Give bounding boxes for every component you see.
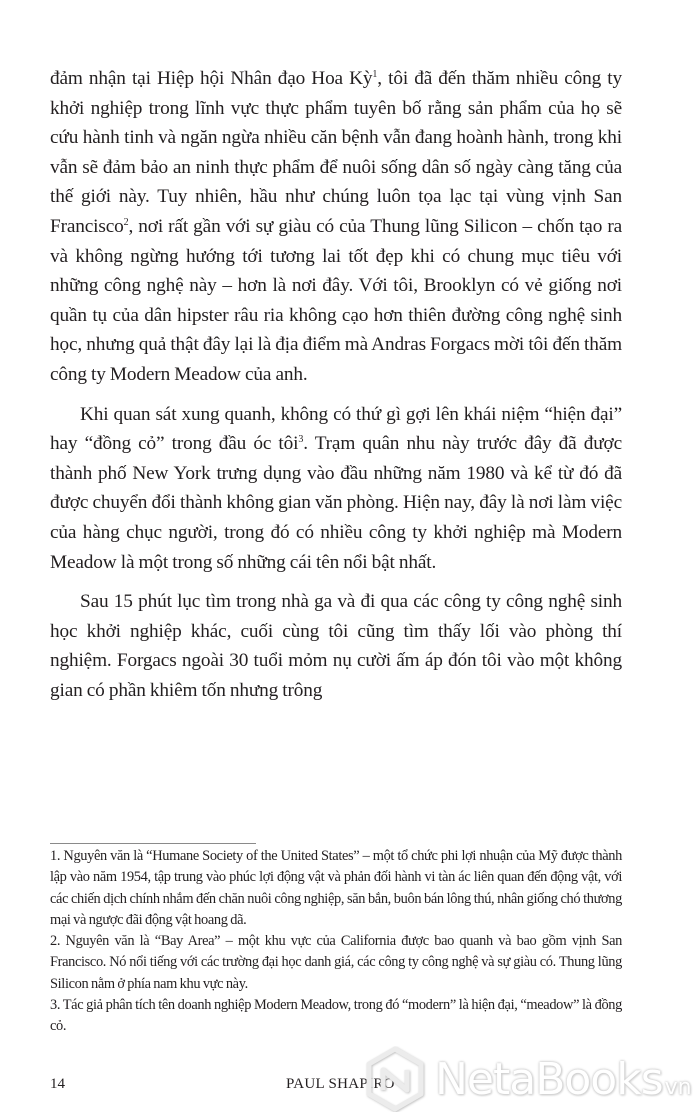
footnote-1: 1. Nguyên văn là “Humane Society of the United States” – một tổ chức phi lợi nhuận của Mỹ được thành lập vào năm 1954, tập trung vào phúc lợi động vật và phản đối hành vi tàn ác liên quan đến động vật, với các chiến dịch chính nhắm đến chăn nuôi công nghiệp, săn bắn, buôn bán lông thú, nhân giống chó thương mại và ngược đãi động vật hoang dã. — [50, 848, 622, 928]
paragraph-text: , nơi rất gần với sự giàu có của Thung lũng Silicon – chốn tạo ra và không ngừng hướng tới tương lai tốt đẹp khi có chung mục tiêu với những công nghệ này – hơn là nơi đây. Với tôi, Brooklyn có vẻ giống nơi quần tụ của dân hipster râu ria không cạo hơn thiên đường công nghệ sinh học, nhưng quả thật đây lại là địa điểm mà Andras Forgacs mời tôi đến thăm công ty Modern Meadow của anh. — [50, 215, 622, 385]
paragraph-text: Khi quan sát xung quanh, không có thứ gì gợi lên khái niệm “hiện đại” hay “đồng cỏ” trong đầu óc tôi — [50, 403, 622, 455]
body-text — [50, 64, 622, 705]
page-footer — [50, 1076, 622, 1100]
watermark-brand: NetaBooks — [435, 1054, 663, 1105]
watermark-suffix: vn — [664, 1075, 692, 1100]
footnote-2: 2. Nguyên văn là “Bay Area” – một khu vực của California được bao quanh và bao gồm vịnh San Francisco. Nó nổi tiếng với các trường đại học danh giá, các công ty công nghệ và sự giàu có. Thung lũng Silicon nằm ở phía nam khu vực này. — [50, 933, 622, 992]
paragraph-text: . Trạm quân nhu này trước đây đã được thành phố New York trưng dụng vào đầu những năm 1980 và kể từ đó đã được chuyển đổi thành không gian văn phòng. Hiện nay, đây là nơi làm việc của hàng chục người, trong đó có nhiều công ty khởi nghiệp mà Modern Meadow là một trong số những cái tên nổi bật nhất. — [50, 433, 623, 573]
page-number: 14 — [50, 1076, 65, 1092]
paragraph-2 — [50, 400, 622, 578]
paragraph-text: , tôi đã đến thăm nhiều công ty khởi nghiệp trong lĩnh vực thực phẩm tuyên bố rằng sản phẩm của họ sẽ cứu hành tinh và ngăn ngừa nhiều căn bệnh vẫn đang hoành hành, trong khi vẫn sẽ đảm bảo an ninh thực phẩm để nuôi sống dân số ngày càng tăng của thế giới này. Tuy nhiên, hầu như chúng luôn tọa lạc tại vùng vịnh San Francisco — [50, 68, 622, 237]
footnote-3: 3. Tác giả phân tích tên doanh nghiệp Modern Meadow, trong đó “modern” là hiện đại, “meadow” là đồng cỏ. — [50, 997, 622, 1035]
paragraph-1 — [50, 64, 622, 390]
paragraph-text: Sau 15 phút lục tìm trong nhà ga và đi qua các công ty công nghệ sinh học khởi nghiệp khác, cuối cùng tôi cũng tìm thấy lối vào phòng thí nghiệm. Forgacs ngoài 30 tuổi mỏm nụ cười ấm áp đón tôi vào một không gian có phần khiêm tốn nhưng trông — [50, 591, 622, 701]
footnote-ref-2[interactable]: 2 — [123, 216, 129, 228]
footnote-ref-3[interactable]: 3 — [298, 434, 304, 446]
paragraph-text: đảm nhận tại Hiệp hội Nhân đạo Hoa Kỳ — [50, 68, 373, 89]
footnotes — [50, 846, 622, 1038]
footnote-ref-1[interactable]: 1 — [372, 69, 378, 80]
running-head-author: PAUL SHAPIRO — [286, 1076, 395, 1092]
paragraph-3 — [50, 587, 622, 705]
footnote-separator — [50, 843, 256, 844]
